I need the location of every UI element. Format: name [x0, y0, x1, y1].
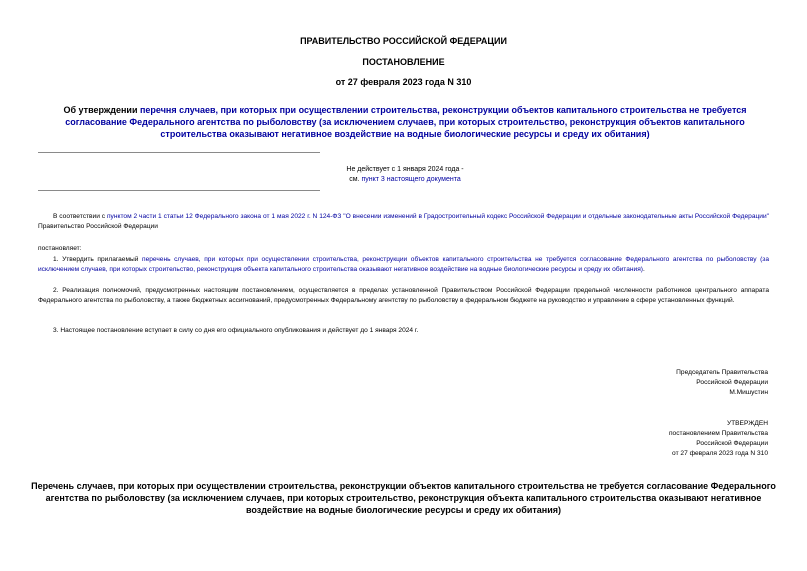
item-2-paragraph: 2. Реализация полномочий, предусмотренных настоящим постановлением, осуществляется в пределах установленной Правительством Российской Федерации предельной численности работников центрального аппарата Федерального агентства по рыболовству, а также бюджетных ассигнований, предусмотренных Федеральному агентству по рыболовству в федеральном бюджете на руководство и управление в сфере установленных функций. — [38, 287, 769, 304]
approved-block — [560, 419, 768, 459]
item-1-list-link[interactable]: перечень случаев, при которых при осуществлении строительства, реконструкции объектов капитального строительства не требуется согласование Федерального агентства по рыболовству (за исключением случаев, при которых строительство, реконструкция объекта капитального строительства оказывают негативное воздействие на водные биологические ресурсы и среду их обитания) — [38, 256, 769, 273]
item-1-prefix: 1. Утвердить прилагаемый — [53, 256, 142, 263]
preamble-suffix: Правительство Российской Федерации — [38, 223, 158, 230]
approved-country: Российской Федерации — [696, 440, 768, 447]
status-note-see: см. — [349, 176, 362, 183]
law-reference-link[interactable]: пунктом 2 части 1 статьи 12 Федерального закона от 1 мая 2022 г. N 124-ФЗ "О внесении изменений в Градостроительный кодекс Российской Федерации и отдельные законодательные акты Российской Федерации" — [106, 213, 769, 220]
item-3-paragraph: 3. Настоящее постановление вступает в силу со дня его официального опубликования и действует до 1 января 2024 г. — [53, 327, 419, 334]
title-prefix: Об утверждении — [63, 105, 140, 115]
signature-name: М.Мишустин — [729, 389, 768, 396]
approved-label: УТВЕРЖДЕН — [726, 420, 768, 427]
signature-block — [560, 368, 768, 398]
signature-country: Российской Федерации — [696, 379, 768, 386]
preamble-paragraph — [38, 212, 769, 232]
title-link[interactable]: перечня случаев, при которых при осуществлении строительства, реконструкции объектов капитального строительства не требуется согласование Федерального агентства по рыболовству (за исключением случаев, при которых строительство, реконструкция объектов капитального строительства оказывают негативное воздействие на водные биологические ресурсы и среду их обитания) — [65, 105, 747, 139]
resolves-text: постановляет: — [38, 245, 82, 252]
document-title — [60, 104, 750, 140]
document-type: ПОСТАНОВЛЕНИЕ — [362, 57, 445, 67]
divider-bottom — [38, 190, 320, 191]
preamble-prefix: В соответствии с — [53, 213, 107, 220]
divider-top — [38, 152, 320, 153]
document-date-number: от 27 февраля 2023 года N 310 — [335, 77, 472, 87]
list-title: Перечень случаев, при которых при осуществлении строительства, реконструкции объектов капитального строительства не требуется согласование Федерального агентства по рыболовству (за исключением случаев, при которых строительство, реконструкция объекта капитального строительства оказывают негативное воздействие на водные биологические ресурсы и среду их обитания) — [31, 481, 776, 515]
item-1-paragraph — [38, 255, 769, 275]
approved-by: постановлением Правительства — [668, 430, 768, 437]
status-note-line2 — [300, 175, 510, 185]
status-note-link[interactable]: пункт 3 настоящего документа — [361, 176, 461, 183]
approved-date-number: от 27 февраля 2023 года N 310 — [672, 450, 768, 457]
status-note-line1: Не действует с 1 января 2024 года - — [346, 166, 464, 173]
signature-position: Председатель Правительства — [676, 369, 768, 376]
item-1-suffix: . — [643, 266, 645, 273]
government-heading: ПРАВИТЕЛЬСТВО РОССИЙСКОЙ ФЕДЕРАЦИИ — [300, 36, 507, 46]
status-note — [300, 165, 510, 185]
